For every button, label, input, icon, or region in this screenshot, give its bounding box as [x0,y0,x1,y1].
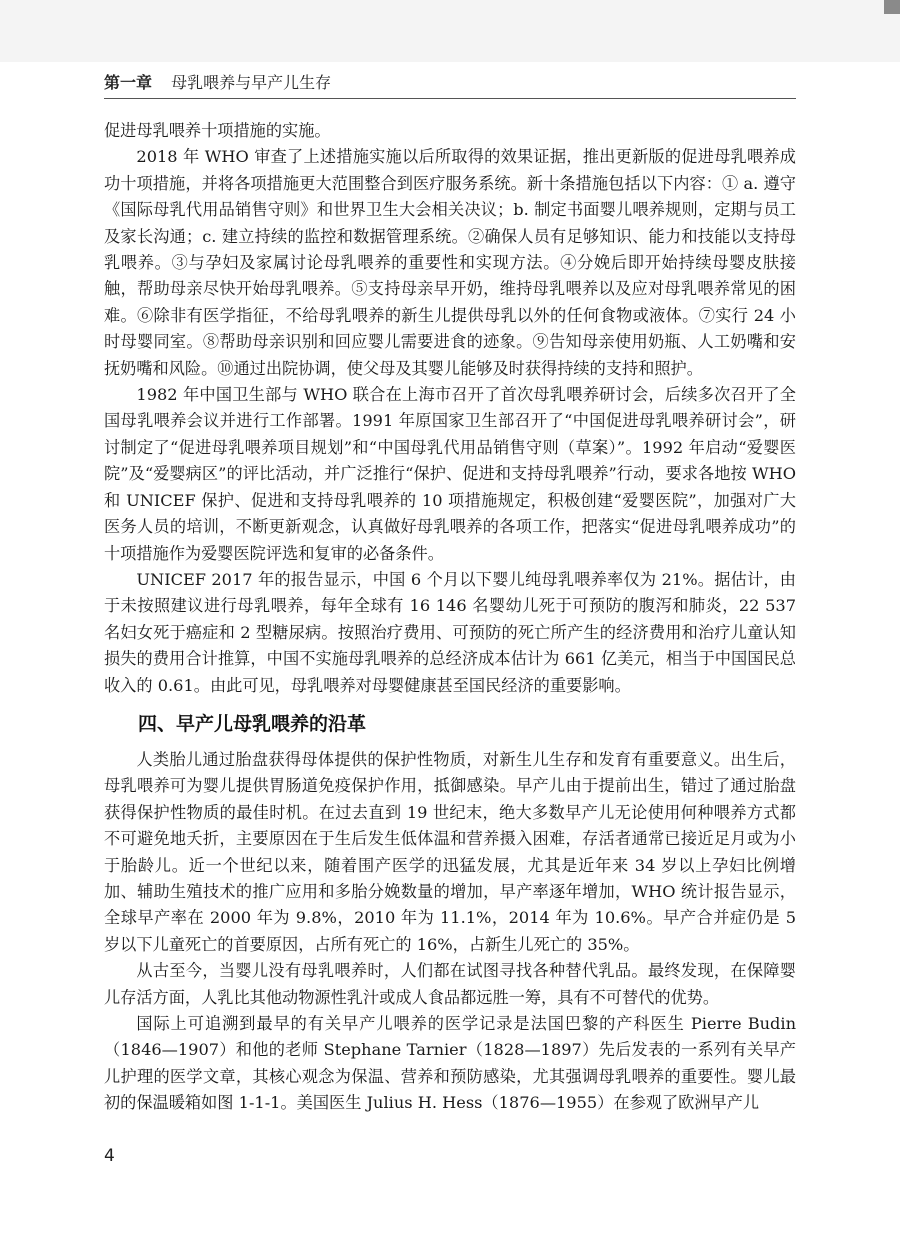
paragraph-unicef-report: UNICEF 2017 年的报告显示，中国 6 个月以下婴儿纯母乳喂养率仅为 21%。据估计，由于未按照建议进行母乳喂养，每年全球有 16 146 名婴幼儿死于可预防的腹泻和肺炎，22 537 名妇女死于癌症和 2 型糖尿病。按照治疗费用、可预防的死亡所产生的经济费用和治疗儿童认知损失的费用合计推算，中国不实施母乳喂养的总经济成本估计为 661 亿美元，相当于中国国民总收入的 0.61。由此可见，母乳喂养对母婴健康甚至国民经济的重要影响。 [104,569,796,695]
page-number: 4 [104,1146,115,1166]
running-header [104,70,796,96]
paragraph-fetal-protection: 人类胎儿通过胎盘获得母体提供的保护性物质，对新生儿生存和发育有重要意义。出生后，母乳喂养可为婴儿提供胃肠道免疫保护作用，抵御感染。早产儿由于提前出生，错过了通过胎盘获得保护性物质的最佳时机。在过去直到 19 世纪末，绝大多数早产儿无论使用何种喂养方式都不可避免地夭折，主要原因在于生后发生低体温和营养摄入困难，存活者通常已接近足月或为小于胎龄儿。近一个世纪以来，随着围产医学的迅猛发展，尤其是近年来 34 岁以上孕妇比例增加、辅助生殖技术的推广应用和多胎分娩数量的增加，早产率逐年增加，WHO 统计报告显示，全球早产率在 2000 年为 9.8%，2010 年为 11.1%，2014 年为 10.6%。早产合并症仍是 5 岁以下儿童死亡的首要原因，占所有死亡的 16%，占新生儿死亡的 35%。 [104,749,796,954]
corner-crop-mark [884,0,900,14]
paragraph-china-history: 1982 年中国卫生部与 WHO 联合在上海市召开了首次母乳喂养研讨会，后续多次召开了全国母乳喂养会议并进行工作部署。1991 年原国家卫生部召开了“中国促进母乳喂养研讨会”，研讨制定了“促进母乳喂养项目规划”和“中国母乳代用品销售守则（草案）”。1992 年启动“爱婴医院”及“爱婴病区”的评比活动，并广泛推行“保护、促进和支持母乳喂养”行动，要求各地按 WHO 和 UNICEF 保护、促进和支持母乳喂养的 10 项措施规定，积极创建“爱婴医院”，加强对广大医务人员的培训，不断更新观念，认真做好母乳喂养的各项工作，把落实“促进母乳喂养成功”的十项措施作为爱婴医院评选和复审的必备条件。 [104,385,796,563]
chapter-title: 母乳喂养与早产儿生存 [171,73,332,92]
header-rule [104,98,796,99]
body-text [104,118,796,1117]
paragraph-milk-substitutes: 从古至今，当婴儿没有母乳喂养时，人们都在试图寻找各种替代乳品。最终发现，在保障婴儿存活方面，人乳比其他动物源性乳汁或成人食品都远胜一筹，具有不可替代的优势。 [104,961,796,1007]
page-top-margin [0,0,900,62]
section-heading: 四、早产儿母乳喂养的沿革 [138,712,367,735]
paragraph-medical-records: 国际上可追溯到最早的有关早产儿喂养的医学记录是法国巴黎的产科医生 Pierre Budin（1846—1907）和他的老师 Stephane Tarnier（1828—1897）先后发表的一系列有关早产儿护理的医学文章，其核心观念为保温、营养和预防感染，尤其强调母乳喂养的重要性。婴儿最初的保温暖箱如图 1-1-1。美国医生 Julius H. Hess（1876—1955）在参观了欧洲早产儿 [104,1014,796,1113]
paragraph-who-2018-measures: 2018 年 WHO 审查了上述措施实施以后所取得的效果证据，推出更新版的促进母乳喂养成功十项措施，并将各项措施更大范围整合到医疗服务系统。新十条措施包括以下内容：① a. 遵守《国际母乳代用品销售守则》和世界卫生大会相关决议；b. 制定书面婴儿喂养规则，定期与员工及家长沟通；c. 建立持续的监控和数据管理系统。②确保人员有足够知识、能力和技能以支持母乳喂养。③与孕妇及家属讨论母乳喂养的重要性和实现方法。④分娩后即开始持续母婴皮肤接触，帮助母亲尽快开始母乳喂养。⑤支持母亲早开奶，维持母乳喂养以及应对母乳喂养常见的困难。⑥除非有医学指征，不给母乳喂养的新生儿提供母乳以外的任何食物或液体。⑦实行 24 小时母婴同室。⑧帮助母亲识别和回应婴儿需要进食的迹象。⑨告知母亲使用奶瓶、人工奶嘴和安抚奶嘴和风险。⑩通过出院协调，使父母及其婴儿能够及时获得持续的支持和照护。 [104,147,796,378]
paragraph-continuation: 促进母乳喂养十项措施的实施。 [104,121,331,140]
chapter-label: 第一章 [104,73,153,92]
